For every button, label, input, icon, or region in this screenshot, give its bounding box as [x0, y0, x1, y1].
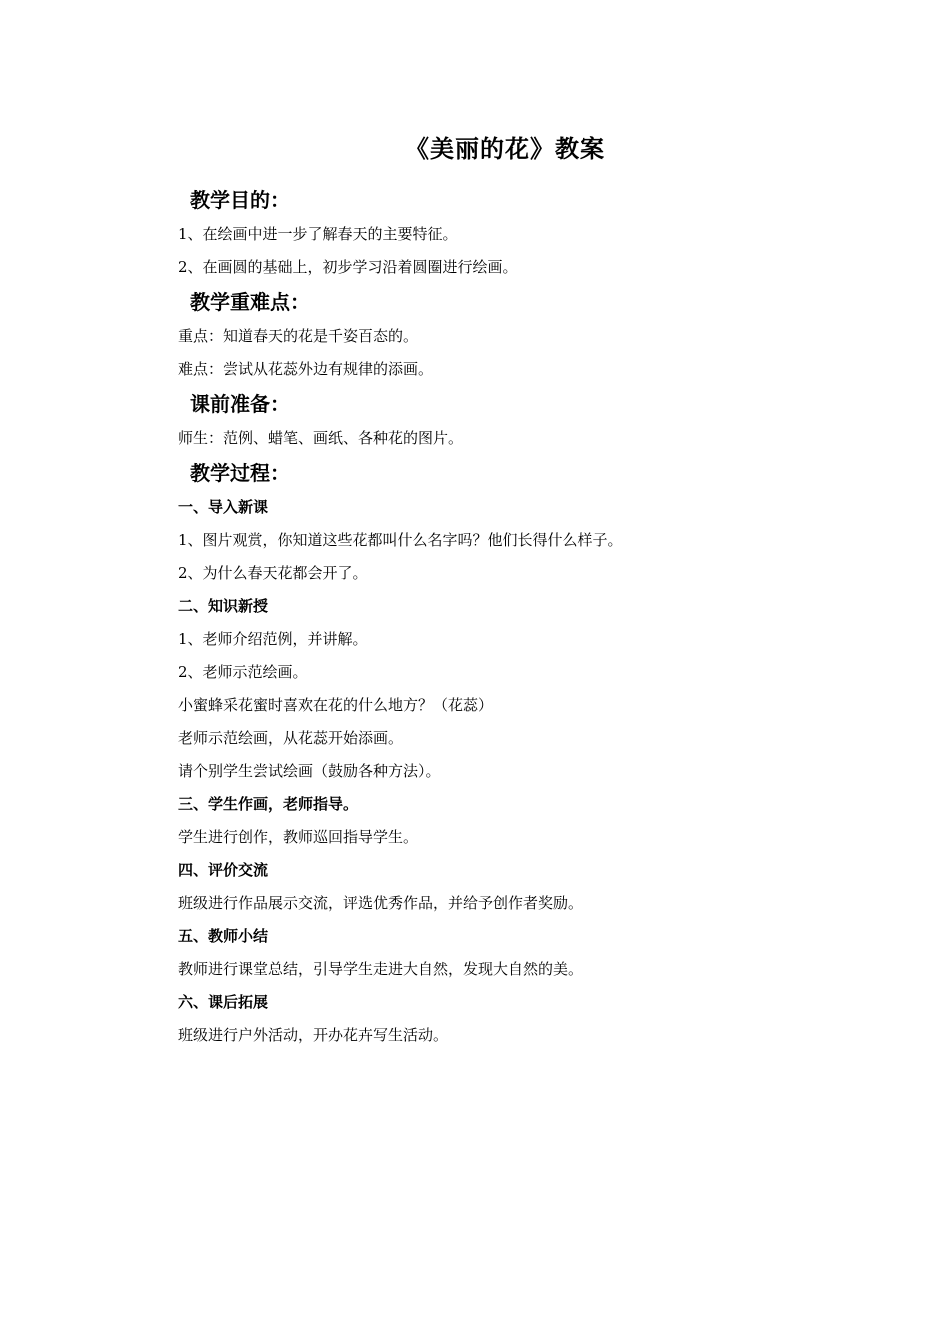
step-line: 2、老师示范绘画。: [178, 663, 308, 681]
step-line: 1、老师介绍范例，并讲解。: [178, 630, 368, 648]
step-title: 二、知识新授: [178, 597, 269, 615]
step-title: 三、学生作画，老师指导。: [178, 795, 359, 813]
step-title: 六、课后拓展: [178, 993, 269, 1011]
step-title: 一、导入新课: [178, 498, 269, 516]
goal-line: 1、在绘画中进一步了解春天的主要特征。: [178, 225, 458, 243]
document-body: [178, 182, 818, 1052]
step-line: 教师进行课堂总结，引导学生走进大自然，发现大自然的美。: [178, 960, 584, 978]
step-line: 班级进行户外活动，开办花卉写生活动。: [178, 1026, 449, 1044]
section-heading-goals: 教学目的：: [190, 188, 290, 212]
preparation-line: 师生：范例、蜡笔、画纸、各种花的图片。: [178, 429, 464, 447]
step-line: 班级进行作品展示交流，评选优秀作品，并给予创作者奖励。: [178, 894, 584, 912]
step-line: 1、图片观赏，你知道这些花都叫什么名字吗？他们长得什么样子。: [178, 531, 623, 549]
step-title: 四、评价交流: [178, 861, 269, 879]
step-line: 请个别学生尝试绘画（鼓励各种方法）。: [178, 762, 441, 780]
section-heading-process: 教学过程：: [190, 461, 290, 485]
key-point-line: 难点：尝试从花蕊外边有规律的添画。: [178, 360, 434, 378]
section-heading-key-points: 教学重难点：: [190, 290, 310, 314]
section-heading-preparation: 课前准备：: [190, 392, 290, 416]
step-title: 五、教师小结: [178, 927, 269, 945]
step-line: 2、为什么春天花都会开了。: [178, 564, 368, 582]
step-line: 学生进行创作，教师巡回指导学生。: [178, 828, 419, 846]
document-title: 《美丽的花》教案: [405, 135, 605, 163]
key-point-line: 重点：知道春天的花是千姿百态的。: [178, 327, 419, 345]
step-line: 老师示范绘画，从花蕊开始添画。: [178, 729, 404, 747]
step-line: 小蜜蜂采花蜜时喜欢在花的什么地方？（花蕊）: [178, 696, 494, 714]
goal-line: 2、在画圆的基础上，初步学习沿着圆圈进行绘画。: [178, 258, 518, 276]
